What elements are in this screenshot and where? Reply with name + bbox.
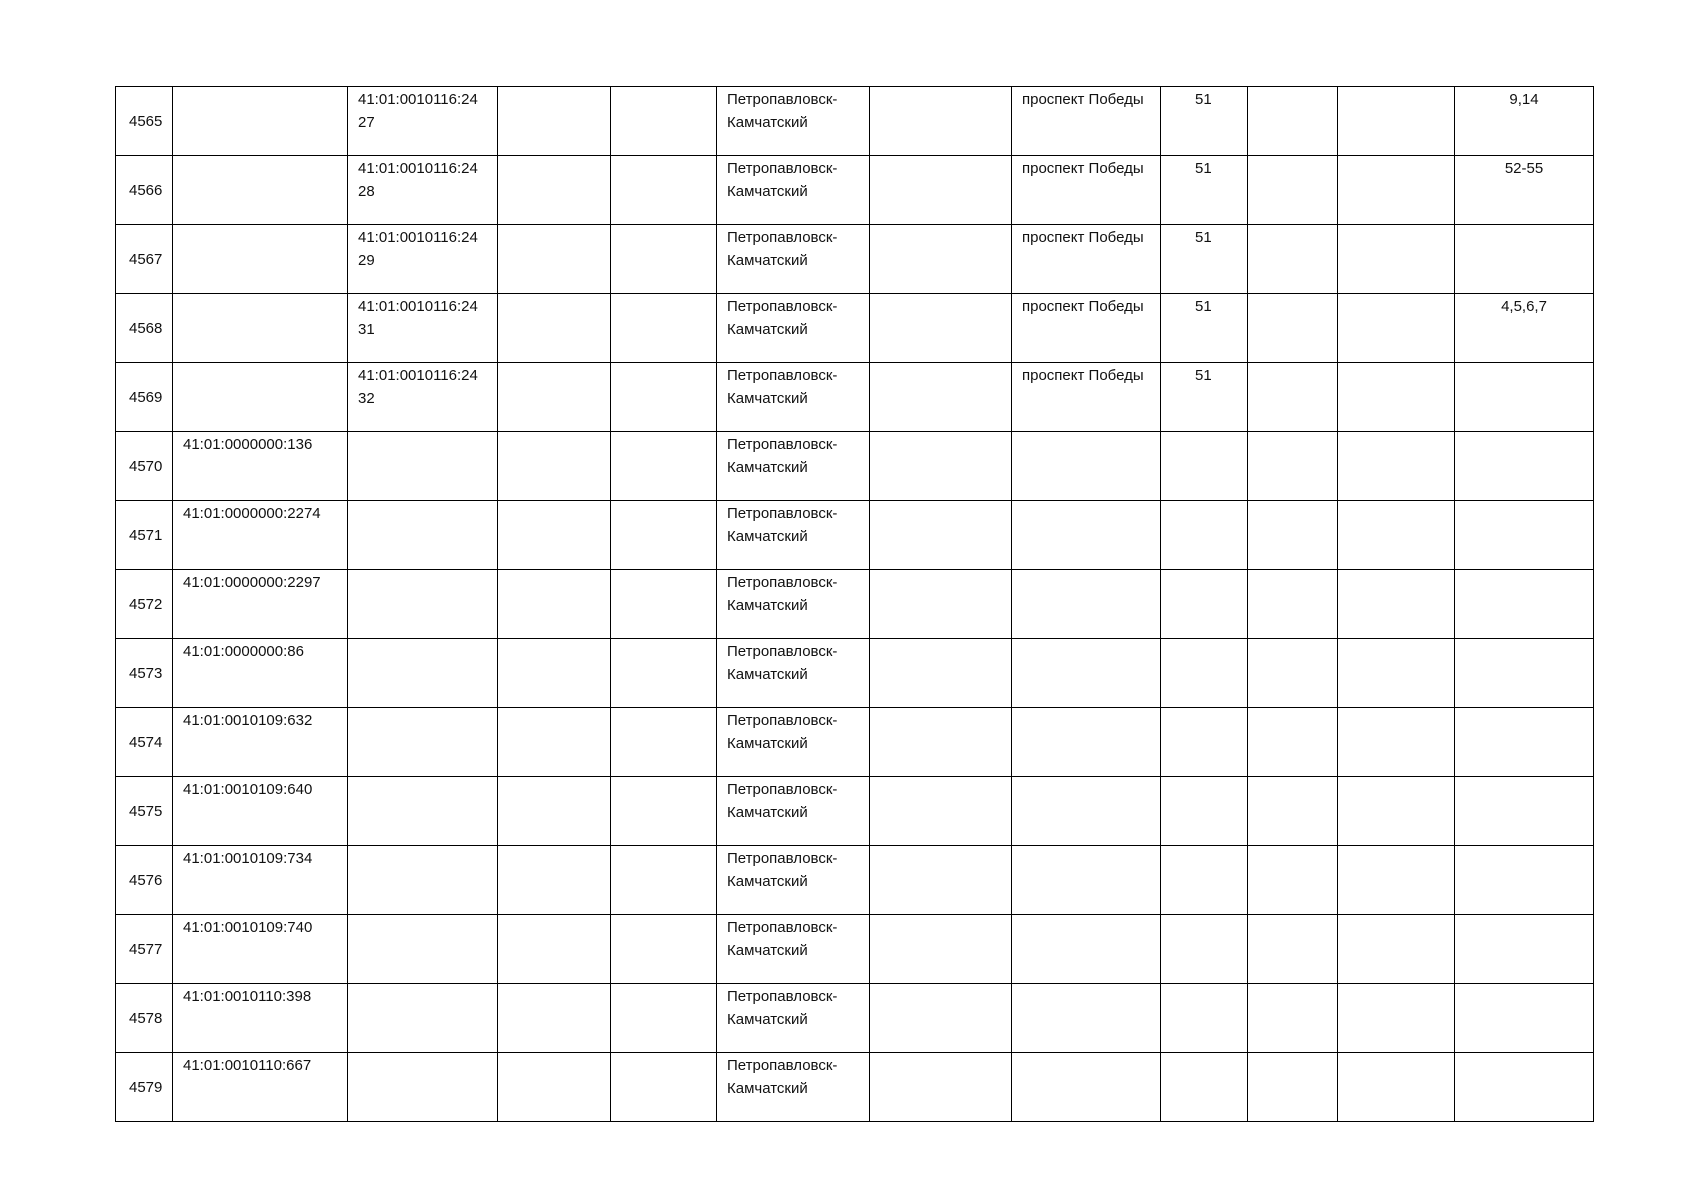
- cadastral-number-cell: 41:01:0010110:667: [173, 1053, 348, 1122]
- empty-cell: [611, 501, 717, 570]
- city-cell: Петропавловск-Камчатский: [717, 846, 870, 915]
- city-cell: Петропавловск-Камчатский: [717, 363, 870, 432]
- house-number-cell: 51: [1161, 87, 1248, 156]
- premises-cadastral-number-cell: 41:01:0010116:2427: [348, 87, 498, 156]
- empty-cell: [1248, 708, 1338, 777]
- row-number: 4574: [116, 708, 173, 777]
- row-number: 4576: [116, 846, 173, 915]
- cadastral-number-cell: [173, 87, 348, 156]
- empty-cell: [611, 87, 717, 156]
- empty-cell: [498, 87, 611, 156]
- cadastral-number-cell: 41:01:0010109:632: [173, 708, 348, 777]
- city-cell: Петропавловск-Камчатский: [717, 777, 870, 846]
- cadastral-number-cell: 41:01:0000000:2297: [173, 570, 348, 639]
- empty-cell: [498, 915, 611, 984]
- house-number-cell: [1161, 915, 1248, 984]
- empty-cell: [870, 777, 1012, 846]
- empty-cell: [870, 363, 1012, 432]
- empty-cell: [1338, 294, 1455, 363]
- empty-cell: [1248, 984, 1338, 1053]
- street-cell: [1012, 501, 1161, 570]
- premises-cadastral-number-cell: [348, 708, 498, 777]
- city-cell: Петропавловск-Камчатский: [717, 87, 870, 156]
- table-row: [116, 777, 1594, 846]
- empty-cell: [498, 294, 611, 363]
- empty-cell: [498, 156, 611, 225]
- empty-cell: [1248, 777, 1338, 846]
- premises-cadastral-number-cell: [348, 432, 498, 501]
- city-cell: Петропавловск-Камчатский: [717, 156, 870, 225]
- empty-cell: [1338, 432, 1455, 501]
- house-number-cell: 51: [1161, 156, 1248, 225]
- empty-cell: [870, 156, 1012, 225]
- table-row: [116, 1053, 1594, 1122]
- table-row: [116, 363, 1594, 432]
- premises-cadastral-number-cell: [348, 915, 498, 984]
- table-row: [116, 846, 1594, 915]
- apartment-cell: [1455, 225, 1594, 294]
- house-number-cell: [1161, 846, 1248, 915]
- row-number: 4569: [116, 363, 173, 432]
- city-cell: Петропавловск-Камчатский: [717, 639, 870, 708]
- empty-cell: [498, 708, 611, 777]
- apartment-cell: [1455, 708, 1594, 777]
- cadastral-number-cell: 41:01:0000000:136: [173, 432, 348, 501]
- street-cell: проспект Победы: [1012, 294, 1161, 363]
- street-cell: проспект Победы: [1012, 363, 1161, 432]
- city-cell: Петропавловск-Камчатский: [717, 570, 870, 639]
- empty-cell: [870, 87, 1012, 156]
- row-number: 4567: [116, 225, 173, 294]
- row-number: 4565: [116, 87, 173, 156]
- row-number: 4570: [116, 432, 173, 501]
- empty-cell: [870, 846, 1012, 915]
- row-number: 4572: [116, 570, 173, 639]
- row-number: 4575: [116, 777, 173, 846]
- street-cell: проспект Победы: [1012, 87, 1161, 156]
- house-number-cell: [1161, 501, 1248, 570]
- apartment-cell: [1455, 432, 1594, 501]
- table-body: [116, 87, 1594, 1122]
- empty-cell: [1338, 984, 1455, 1053]
- empty-cell: [611, 363, 717, 432]
- city-cell: Петропавловск-Камчатский: [717, 984, 870, 1053]
- empty-cell: [870, 915, 1012, 984]
- table-row: [116, 225, 1594, 294]
- empty-cell: [870, 708, 1012, 777]
- premises-cadastral-number-cell: 41:01:0010116:2431: [348, 294, 498, 363]
- apartment-cell: [1455, 570, 1594, 639]
- empty-cell: [1338, 501, 1455, 570]
- house-number-cell: [1161, 639, 1248, 708]
- cadastral-number-cell: 41:01:0010109:640: [173, 777, 348, 846]
- cadastral-number-cell: [173, 225, 348, 294]
- apartment-cell: [1455, 1053, 1594, 1122]
- empty-cell: [870, 432, 1012, 501]
- house-number-cell: [1161, 984, 1248, 1053]
- table-row: [116, 87, 1594, 156]
- empty-cell: [870, 570, 1012, 639]
- empty-cell: [611, 984, 717, 1053]
- empty-cell: [498, 984, 611, 1053]
- empty-cell: [1338, 156, 1455, 225]
- row-number: 4577: [116, 915, 173, 984]
- empty-cell: [611, 432, 717, 501]
- empty-cell: [1338, 1053, 1455, 1122]
- table-row: [116, 156, 1594, 225]
- city-cell: Петропавловск-Камчатский: [717, 225, 870, 294]
- empty-cell: [870, 294, 1012, 363]
- house-number-cell: 51: [1161, 294, 1248, 363]
- empty-cell: [1248, 363, 1338, 432]
- apartment-cell: [1455, 363, 1594, 432]
- empty-cell: [1338, 777, 1455, 846]
- cadastral-number-cell: [173, 156, 348, 225]
- apartment-cell: 4,5,6,7: [1455, 294, 1594, 363]
- empty-cell: [611, 846, 717, 915]
- premises-cadastral-number-cell: [348, 777, 498, 846]
- street-cell: [1012, 432, 1161, 501]
- city-cell: Петропавловск-Камчатский: [717, 915, 870, 984]
- empty-cell: [1248, 432, 1338, 501]
- empty-cell: [1338, 363, 1455, 432]
- empty-cell: [1338, 225, 1455, 294]
- empty-cell: [498, 225, 611, 294]
- row-number: 4566: [116, 156, 173, 225]
- street-cell: [1012, 1053, 1161, 1122]
- premises-cadastral-number-cell: 41:01:0010116:2432: [348, 363, 498, 432]
- empty-cell: [1338, 915, 1455, 984]
- empty-cell: [1248, 87, 1338, 156]
- table-row: [116, 708, 1594, 777]
- row-number: 4568: [116, 294, 173, 363]
- cadastral-number-cell: [173, 294, 348, 363]
- street-cell: [1012, 639, 1161, 708]
- street-cell: [1012, 708, 1161, 777]
- cadastral-number-cell: 41:01:0010109:734: [173, 846, 348, 915]
- apartment-cell: [1455, 639, 1594, 708]
- empty-cell: [1338, 87, 1455, 156]
- premises-cadastral-number-cell: [348, 984, 498, 1053]
- apartment-cell: 52-55: [1455, 156, 1594, 225]
- empty-cell: [498, 1053, 611, 1122]
- empty-cell: [1338, 846, 1455, 915]
- empty-cell: [870, 1053, 1012, 1122]
- cadastral-number-cell: 41:01:0000000:2274: [173, 501, 348, 570]
- empty-cell: [1248, 570, 1338, 639]
- empty-cell: [1248, 225, 1338, 294]
- empty-cell: [498, 846, 611, 915]
- empty-cell: [1248, 501, 1338, 570]
- apartment-cell: [1455, 984, 1594, 1053]
- empty-cell: [1248, 915, 1338, 984]
- registry-table: [115, 86, 1594, 1122]
- empty-cell: [611, 708, 717, 777]
- empty-cell: [611, 570, 717, 639]
- house-number-cell: [1161, 1053, 1248, 1122]
- empty-cell: [498, 570, 611, 639]
- empty-cell: [498, 363, 611, 432]
- premises-cadastral-number-cell: [348, 846, 498, 915]
- empty-cell: [611, 156, 717, 225]
- street-cell: [1012, 984, 1161, 1053]
- house-number-cell: 51: [1161, 363, 1248, 432]
- empty-cell: [498, 432, 611, 501]
- cadastral-number-cell: [173, 363, 348, 432]
- empty-cell: [498, 639, 611, 708]
- apartment-cell: [1455, 846, 1594, 915]
- apartment-cell: 9,14: [1455, 87, 1594, 156]
- premises-cadastral-number-cell: [348, 570, 498, 639]
- empty-cell: [870, 225, 1012, 294]
- street-cell: [1012, 570, 1161, 639]
- premises-cadastral-number-cell: 41:01:0010116:2429: [348, 225, 498, 294]
- house-number-cell: [1161, 570, 1248, 639]
- city-cell: Петропавловск-Камчатский: [717, 1053, 870, 1122]
- house-number-cell: [1161, 708, 1248, 777]
- premises-cadastral-number-cell: [348, 639, 498, 708]
- empty-cell: [1338, 708, 1455, 777]
- table-row: [116, 432, 1594, 501]
- empty-cell: [611, 777, 717, 846]
- empty-cell: [611, 1053, 717, 1122]
- empty-cell: [1248, 639, 1338, 708]
- empty-cell: [1338, 570, 1455, 639]
- city-cell: Петропавловск-Камчатский: [717, 432, 870, 501]
- street-cell: проспект Победы: [1012, 156, 1161, 225]
- empty-cell: [611, 294, 717, 363]
- city-cell: Петропавловск-Камчатский: [717, 708, 870, 777]
- table-row: [116, 639, 1594, 708]
- apartment-cell: [1455, 777, 1594, 846]
- house-number-cell: [1161, 777, 1248, 846]
- cadastral-number-cell: 41:01:0010110:398: [173, 984, 348, 1053]
- row-number: 4579: [116, 1053, 173, 1122]
- street-cell: [1012, 915, 1161, 984]
- apartment-cell: [1455, 915, 1594, 984]
- empty-cell: [870, 501, 1012, 570]
- city-cell: Петропавловск-Камчатский: [717, 294, 870, 363]
- row-number: 4578: [116, 984, 173, 1053]
- street-cell: [1012, 777, 1161, 846]
- empty-cell: [1248, 156, 1338, 225]
- house-number-cell: [1161, 432, 1248, 501]
- apartment-cell: [1455, 501, 1594, 570]
- empty-cell: [1338, 639, 1455, 708]
- empty-cell: [611, 639, 717, 708]
- premises-cadastral-number-cell: [348, 501, 498, 570]
- empty-cell: [1248, 294, 1338, 363]
- table-row: [116, 501, 1594, 570]
- premises-cadastral-number-cell: [348, 1053, 498, 1122]
- table-row: [116, 294, 1594, 363]
- table-row: [116, 984, 1594, 1053]
- empty-cell: [870, 984, 1012, 1053]
- row-number: 4573: [116, 639, 173, 708]
- table-row: [116, 570, 1594, 639]
- street-cell: проспект Победы: [1012, 225, 1161, 294]
- row-number: 4571: [116, 501, 173, 570]
- empty-cell: [498, 501, 611, 570]
- table-row: [116, 915, 1594, 984]
- empty-cell: [1248, 846, 1338, 915]
- empty-cell: [611, 915, 717, 984]
- premises-cadastral-number-cell: 41:01:0010116:2428: [348, 156, 498, 225]
- empty-cell: [611, 225, 717, 294]
- cadastral-number-cell: 41:01:0010109:740: [173, 915, 348, 984]
- house-number-cell: 51: [1161, 225, 1248, 294]
- cadastral-number-cell: 41:01:0000000:86: [173, 639, 348, 708]
- empty-cell: [1248, 1053, 1338, 1122]
- street-cell: [1012, 846, 1161, 915]
- empty-cell: [870, 639, 1012, 708]
- empty-cell: [498, 777, 611, 846]
- city-cell: Петропавловск-Камчатский: [717, 501, 870, 570]
